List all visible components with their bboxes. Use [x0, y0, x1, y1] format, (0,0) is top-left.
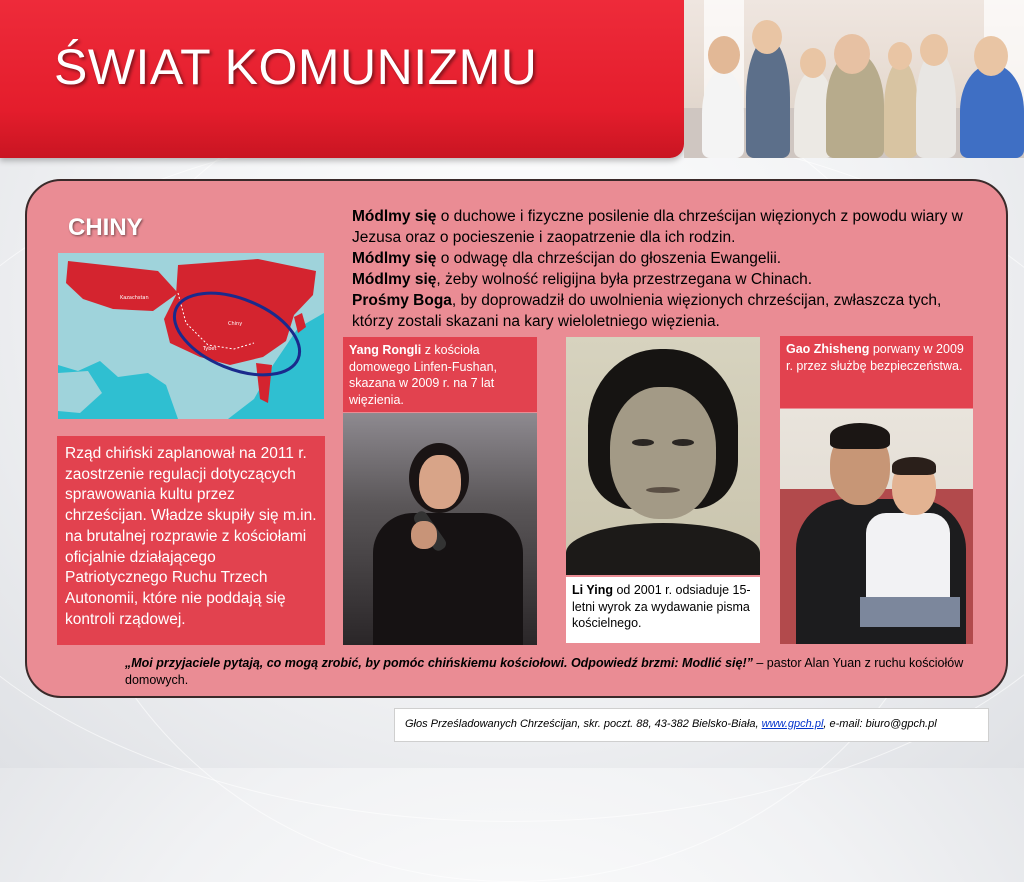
prayer-1-lead: Módlmy się: [352, 208, 437, 225]
head-shape: [888, 42, 912, 70]
body-shape: [566, 523, 760, 575]
map-china: [58, 253, 324, 419]
prayer-1-text: o duchowe i fizyczne posilenie dla chrześcijan więzionych z powodu wiary w Jezusa oraz o pocieszenie i zaopatrzenie dla ich rodzin.: [352, 208, 963, 246]
person-shape: [916, 50, 956, 158]
child-body-shape: [866, 513, 950, 603]
map-label-kazakhstan: Kazachstan: [120, 295, 149, 301]
person-shape: [702, 70, 744, 158]
face-shape: [419, 455, 461, 509]
person-shape: [746, 38, 790, 158]
prayer-2-lead: Módlmy się: [352, 250, 437, 267]
page-title: ŚWIAT KOMUNIZMU: [54, 39, 538, 95]
quote-text: „Moi przyjaciele pytają, co mogą zrobić, by pomóc chińskiemu kościołowi. Odpowiedź brzmi: Modlić się!”: [125, 656, 753, 670]
caption-li-ying: [566, 577, 760, 643]
prayer-4-text: , by doprowadził do uwolnienia więzionych chrześcijan, zwłaszcza tych, którzy zostali skazani na kary wieloletniego więzienia.: [352, 292, 942, 330]
caption-yang-rongli: [343, 337, 537, 412]
head-shape: [974, 36, 1008, 76]
caption-gao-zhisheng: [780, 336, 973, 408]
quote-attribution: – pastor Alan Yuan z ruchu kościołów domowych.: [125, 656, 964, 687]
prayer-list: [352, 206, 982, 332]
hand-shape: [411, 521, 437, 549]
footer-email: , e-mail: biuro@gpch.pl: [823, 718, 937, 730]
footer-contact: [394, 708, 989, 742]
person-name: Gao Zhisheng: [786, 342, 870, 356]
prayer-2-text: o odwagę dla chrześcijan do głoszenia Ewangelii.: [436, 250, 782, 267]
photo-yang-rongli: [343, 413, 537, 645]
left-info-box: Rząd chiński zaplanował na 2011 r. zaostrzenie regulacji dotyczących sprawowania kultu przez chrześcijan. Władze skupiły się m.in. na brutalnej rozprawie z kościołami oficjalnie działającego Patriotycznego Ruchu Trzech Autonomii, które nie poddają się kontroli rządowej.: [57, 436, 325, 645]
person-shape: [960, 64, 1024, 158]
photo-gao-zhisheng: [780, 409, 973, 644]
person-caption: od 2001 r. odsiaduje 15-letni wyrok za wydawanie pisma kościelnego.: [572, 583, 751, 630]
mouth-shape: [646, 487, 680, 493]
prayer-3-text: , żeby wolność religijna była przestrzegana w Chinach.: [436, 271, 813, 288]
footer-website-link[interactable]: www.gpch.pl: [761, 718, 824, 730]
head-shape: [708, 36, 740, 74]
header-photo-family: [684, 0, 1024, 158]
header-banner: [0, 0, 684, 158]
face-shape: [610, 387, 716, 519]
map-label-china: Chiny: [228, 321, 243, 327]
map-label-tibet: Tybet: [203, 346, 217, 352]
head-shape: [920, 34, 948, 66]
person-name: Yang Rongli: [349, 343, 422, 357]
child-legs-shape: [860, 597, 960, 627]
head-shape: [834, 34, 870, 74]
person-name: Li Ying: [572, 583, 613, 597]
eye-shape: [632, 439, 654, 446]
prayer-3-lead: Módlmy się: [352, 271, 437, 288]
person-caption: z kościoła domowego Linfen-Fushan, skazana w 2009 r. na 7 lat więzienia.: [349, 343, 498, 407]
person-shape: [884, 60, 918, 158]
head-shape: [752, 20, 782, 54]
footer-address: Głos Prześladowanych Chrześcijan, skr. poczt. 88, 43-382 Bielsko-Biała,: [405, 718, 762, 730]
prayer-4-lead: Prośmy Boga: [352, 292, 452, 309]
eye-shape: [672, 439, 694, 446]
body-shape: [373, 513, 523, 645]
person-caption: porwany w 2009 r. przez służbę bezpieczeństwa.: [786, 342, 964, 373]
photo-li-ying: [566, 337, 760, 575]
head-shape: [800, 48, 826, 78]
child-hair-shape: [892, 457, 936, 475]
quote: [125, 655, 965, 689]
hair-shape: [830, 423, 890, 449]
section-title: CHINY: [68, 214, 143, 241]
